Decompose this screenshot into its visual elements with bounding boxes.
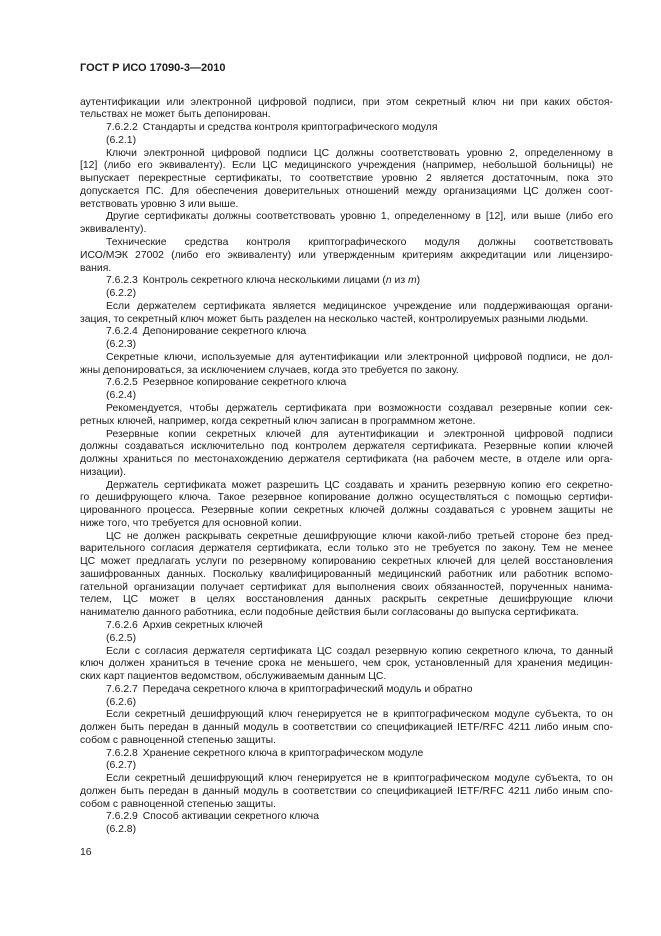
section-reference: (6.2.7): [106, 760, 137, 772]
section-number: 7.6.2.7: [106, 683, 138, 695]
section-reference: (6.2.8): [106, 824, 137, 836]
paragraph-line: Технические средства контроля криптографического модуля должны соответствовать: [106, 237, 613, 249]
paragraph: [80, 531, 613, 620]
paragraph: [80, 429, 613, 480]
paragraph-line: Если с согласия держателя сертификата ЦС создал резервную копию секретного ключа, то данный: [106, 645, 613, 657]
paragraph-line: собом с равноценной степенью защиты.: [80, 734, 276, 746]
paragraph: [80, 211, 613, 237]
paragraph-line: Другие сертификаты должны соответствовать уровню 1, определенному в [12], или выше (либо его: [106, 211, 613, 223]
paragraph-line: ветствовать уровню 3 или выше.: [80, 198, 239, 210]
paragraph-line: Резервные копии секретных ключей для аутентификации и электронной цифровой подписи: [106, 428, 613, 440]
section: [80, 620, 613, 684]
paragraph-line: жны депонироваться, за исключением случаев, когда это требуется по закону.: [80, 364, 459, 376]
paragraph: [80, 237, 613, 275]
section-title: [143, 275, 420, 286]
section-title-text: ): [416, 275, 421, 287]
section-title: Стандарты и средства контроля криптографического модуля: [142, 122, 438, 134]
paragraph-line: должен быть передан в данный модуль в соответствии со спецификацией IETF/RFC 4211 либо иным спо-: [80, 785, 613, 797]
paragraph: [80, 301, 613, 327]
paragraph-line: Держатель сертификата может разрешить ЦС создавать и хранить резервную копию его секретно-: [106, 479, 613, 491]
paragraph: [80, 480, 613, 531]
paragraph-line: ключ должен храниться в течение срока не меньшего, чем срок, установленный для хранения медицин-: [80, 658, 613, 670]
paragraph-line: ЦС не должен раскрывать секретные дешифрующие ключи какой-либо третьей стороне без пред-: [106, 530, 613, 542]
paragraph-line: зашифрованных данных. Поскольку квалифицированный медицинский работник или работник вспомо-: [80, 568, 613, 580]
paragraph-line: низации).: [80, 466, 126, 478]
paragraph: [80, 773, 613, 811]
section-reference: (6.2.1): [106, 134, 137, 146]
paragraph: [80, 97, 613, 123]
paragraph-line: Рекомендуется, чтобы держатель сертификата при возможности создавал резервные копии сек-: [106, 402, 613, 414]
section-heading: [80, 684, 613, 697]
section-heading: [80, 275, 613, 288]
paragraph-line: нанимателю данного работника, если подобные действия были согласованы до выпуска сертификата.: [80, 607, 579, 619]
paragraph-line: Секретные ключи, используемые для аутентификации или электронной цифровой подписи, не дол-: [106, 351, 613, 363]
variable-n: n: [385, 275, 392, 287]
section-heading: [80, 326, 613, 339]
page-number: 16: [80, 847, 92, 858]
paragraph: [80, 646, 613, 684]
section-reference: (6.2.3): [106, 339, 137, 351]
section: [80, 275, 613, 326]
paragraph-line: ских карт пациентов ведомством, обслуживаемым данным ЦС.: [80, 671, 387, 683]
paragraph: [80, 148, 613, 212]
section-number: 7.6.2.8: [106, 747, 138, 759]
paragraph-line: должны создаваться исключительно под контролем держателя сертификата. Резервные копии ключей: [80, 441, 613, 453]
paragraph-line: вания.: [80, 262, 112, 274]
paragraph-line: выпускает перекрестные сертификаты, то соответствие уровню 2 является достаточным, пока это: [80, 173, 613, 185]
paragraph-line: Если секретный дешифрующий ключ генерируется не в криптографическом модуле субъекта, то он: [106, 709, 613, 721]
section-title: Способ активации секретного ключа: [142, 811, 319, 823]
document-body: [80, 97, 613, 837]
paragraph-line: зация, то секретный ключ может быть разделен на несколько частей, контролируемых разными людьми.: [80, 313, 589, 325]
section-heading: [80, 811, 613, 824]
paragraph-line: ретных ключей, например, когда секретный ключ записан в программном жетоне.: [80, 415, 476, 427]
variable-m: m: [408, 275, 417, 287]
section: [80, 684, 613, 748]
section-heading: [80, 377, 613, 390]
section-title-text: из: [391, 275, 409, 287]
paragraph-line: ИСО/МЭК 27002 (либо его эквиваленту) или утвержденным критериям аккредитации или лицензиро-: [80, 249, 613, 261]
paragraph-line: го дешифрующего ключа. Такое резервное копирование должно осуществляться с помощью сертифи-: [80, 492, 613, 504]
section-title: Депонирование секретного ключа: [142, 326, 307, 338]
document-code: ГОСТ Р ИСО 17090-3—2010: [80, 62, 226, 74]
section-title-text: Контроль секретного ключа несколькими лицами (: [142, 275, 386, 287]
paragraph-line: Если держателем сертификата является медицинское учреждение или поддерживающая органи-: [106, 300, 613, 312]
paragraph-line: собом с равноценной степенью защиты.: [80, 798, 276, 810]
section-reference: (6.2.5): [106, 632, 137, 644]
paragraph-line: эквиваленту).: [80, 224, 147, 236]
section-title: Архив секретных ключей: [142, 619, 263, 631]
section-number: 7.6.2.9: [106, 811, 138, 823]
section-reference: (6.2.2): [106, 288, 137, 300]
section-title: Резервное копирование секретного ключа: [142, 377, 347, 389]
section: [80, 122, 613, 275]
section-title: Передача секретного ключа в криптографический модуль и обратно: [142, 683, 473, 695]
paragraph: [80, 709, 613, 747]
section-number: 7.6.2.5: [106, 377, 138, 389]
section-reference: (6.2.4): [106, 390, 137, 402]
paragraph-line: допускается ПС. Для обеспечения доверительных отношений между организациями ЦС должен соот-: [80, 185, 613, 197]
section: [80, 748, 613, 812]
paragraph-line: варительного согласия держателя сертификата, если только это не требуется по закону. Тем не менее: [80, 543, 613, 555]
paragraph-line: цированного процесса. Резервные копии секретных ключей должны создаваться с уровнем защиты не: [80, 505, 613, 517]
paragraph-line: Если секретный дешифрующий ключ генерируется не в криптографическом модуле субъекта, то он: [106, 773, 613, 785]
section-heading: [80, 748, 613, 761]
section-reference: (6.2.6): [106, 696, 137, 708]
section: [80, 377, 613, 620]
paragraph-line: аутентификации или электронной цифровой подписи, при этом секретный ключ ни при каких обстоя-: [80, 96, 613, 108]
section-number: 7.6.2.3: [106, 275, 138, 287]
paragraph-line: должен быть передан в данный модуль в соответствии со спецификацией IETF/RFC 4211 либо иным спо-: [80, 722, 613, 734]
section-number: 7.6.2.4: [106, 326, 138, 338]
paragraph: [80, 403, 613, 429]
section: [80, 811, 613, 837]
section-heading: [80, 122, 613, 135]
paragraph-line: тельствах не может быть депонирован.: [80, 109, 271, 121]
paragraph: [80, 352, 613, 378]
paragraph-line: должны храниться по местонахождению держателя сертификата (на рабочем месте, в отделе или орга-: [80, 454, 613, 466]
section-number: 7.6.2.2: [106, 122, 138, 134]
paragraph-line: гательной организации получает сертификат для выполнения своих обязанностей, порученных нанима-: [80, 581, 613, 593]
paragraph-line: телем, ЦС может в целях восстановления данных раскрыть секретные дешифрующие ключи: [80, 594, 613, 606]
section: [80, 326, 613, 377]
paragraph-line: ЦС может предлагать услуги по резервному копированию секретных ключей для целей восстановления: [80, 556, 613, 568]
paragraph-line: ниже того, что требуется для основной копии.: [80, 517, 302, 529]
paragraph-line: Ключи электронной цифровой подписи ЦС должны соответствовать уровню 2, определенному в: [106, 147, 613, 159]
paragraph-line: [12] (либо его эквиваленту). Если ЦС медицинского учреждения (например, небольшой больницы) не: [80, 160, 613, 172]
section-title: Хранение секретного ключа в криптографическом модуле: [142, 747, 424, 759]
section-number: 7.6.2.6: [106, 619, 138, 631]
section-heading: [80, 620, 613, 633]
